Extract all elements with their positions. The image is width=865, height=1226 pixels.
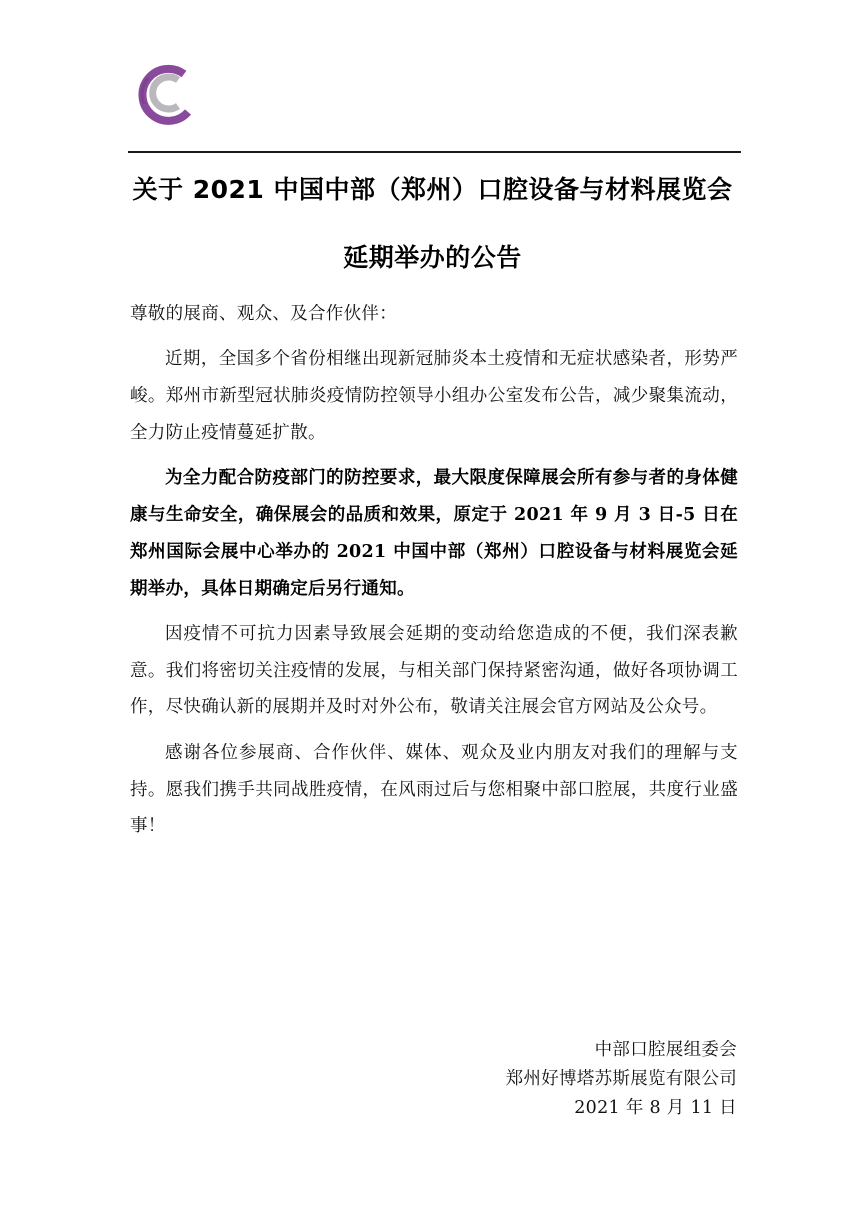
header-rule <box>128 151 741 153</box>
page-title-line-2: 延期举办的公告 <box>343 243 522 272</box>
signature-company: 郑州好博塔苏斯展览有限公司 <box>505 1069 737 1089</box>
signature-organizer: 中部口腔展组委会 <box>594 1040 737 1060</box>
c-logo-icon <box>134 60 194 126</box>
announcement-body <box>130 296 738 854</box>
greeting: 尊敬的展商、观众、及合作伙伴： <box>130 304 397 324</box>
signature-date: 2021 年 8 月 11 日 <box>574 1098 737 1118</box>
paragraph-apology: 因疫情不可抗力因素导致展会延期的变动给您造成的不便，我们深表歉意。我们将密切关注疫情的发展，与相关部门保持紧密沟通，做好各项协调工作，尽快确认新的展期并及时对外公布，敬请关注展会官方网站及公众号。 <box>130 623 738 718</box>
page-title-line-1: 关于 2021 中国中部（郑州）口腔设备与材料展览会 <box>132 175 733 204</box>
paragraph-situation: 近期，全国多个省份相继出现新冠肺炎本土疫情和无症状感染者，形势严峻。郑州市新型冠状肺炎疫情防控领导小组办公室发布公告，减少聚集流动，全力防止疫情蔓延扩散。 <box>130 349 738 443</box>
logo-inner-arc <box>153 77 178 109</box>
signature-block <box>506 1036 737 1123</box>
paragraph-postponement: 为全力配合防疫部门的防控要求，最大限度保障展会所有参与者的身体健康与生命安全，确保展会的品质和效果，原定于 2021 年 9 月 3 日-5 日在郑州国际会展中心举办的 2021 中国中部（郑州）口腔设备与材料展览会延期举办，具体日期确定后另行通知。 <box>130 468 738 599</box>
paragraph-thanks: 感谢各位参展商、合作伙伴、媒体、观众及业内朋友对我们的理解与支持。愿我们携手共同战胜疫情，在风雨过后与您相聚中部口腔展，共度行业盛事！ <box>130 742 738 837</box>
